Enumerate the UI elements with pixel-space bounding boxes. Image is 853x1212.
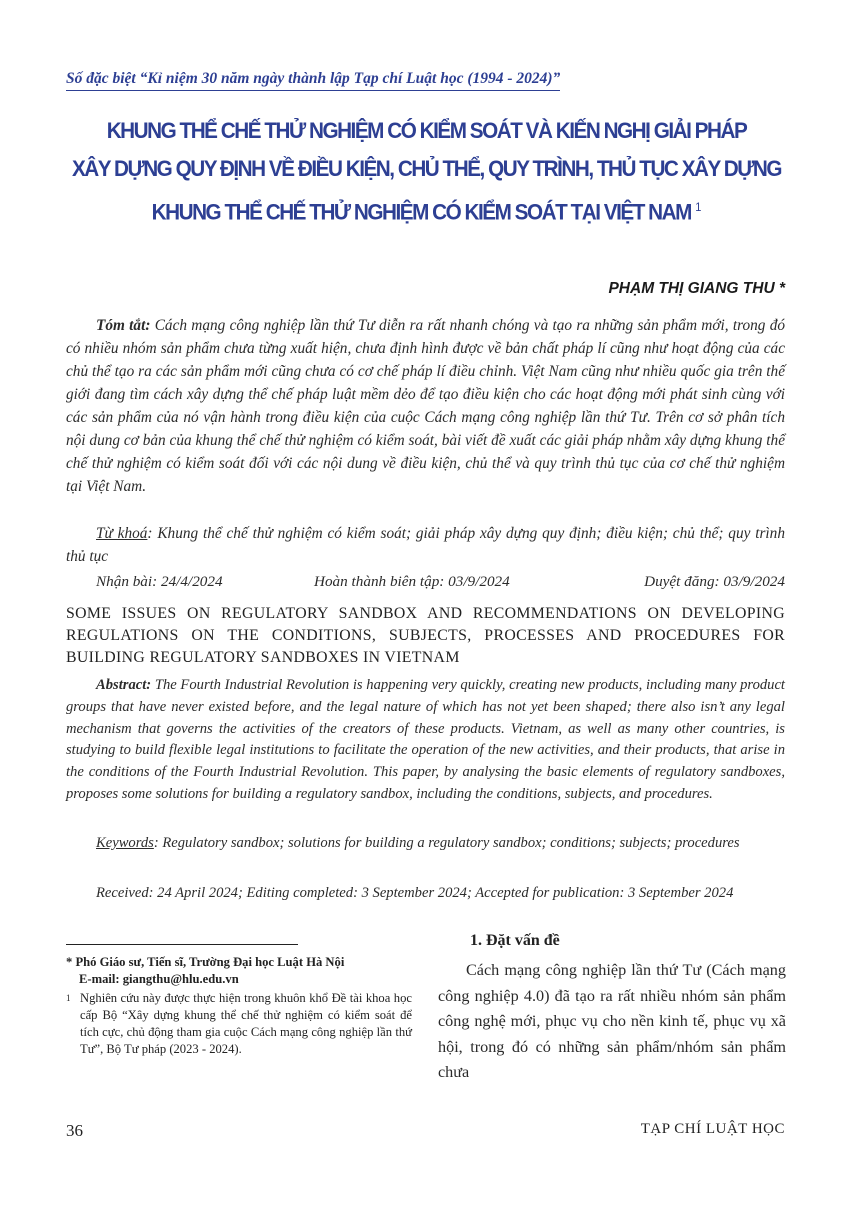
abstract-en-text: The Fourth Industrial Revolution is happening very quickly, creating new products, including many product groups that have never existed before, and the legal nature of which has not yet been shaped; there also isn’t any legal mechanism that governs the activities of the creators of these products. Vietnam, as well as many other countries, is studying to build flexible legal institutions to facilitate the operation of the new activities, and their products, that arise in the conditions of the Fourth Industrial Revolution. This paper, by analysing the basic elements of regulatory sandboxes, proposes some solutions for building a regulatory sandbox, including the conditions, subjects, and procedures. (66, 677, 785, 802)
article-title-line-3 (34, 189, 819, 231)
footnote-divider (66, 944, 298, 945)
footnote-1-text: Nghiên cứu này được thực hiện trong khuôn khổ Đề tài khoa học cấp Bộ “Xây dựng khung thể chế thử nghiệm có kiểm soát để tích cực, chủ động tham gia cuộc Cách mạng công nghiệp lần thứ Tư”, Bộ Tư pháp (2023 - 2024). (80, 991, 412, 1056)
article-title-line-3-text: KHUNG THỂ CHẾ THỬ NGHIỆM CÓ KIỂM SOÁT TẠI VIỆT NAM (151, 199, 691, 225)
english-title: SOME ISSUES ON REGULATORY SANDBOX AND RECOMMENDATIONS ON DEVELOPING REGULATIONS ON THE CONDITIONS, SUBJECTS, PROCESSES AND PROCEDURES FOR BUILDING REGULATORY SANDBOXES IN VIETNAM (66, 605, 785, 666)
title-footnote-mark: 1 (695, 200, 702, 214)
keywords-vi-label: Từ khoá (96, 525, 148, 542)
author-name: PHẠM THỊ GIANG THU * (608, 280, 785, 297)
author-affiliation: * Phó Giáo sư, Tiến sĩ, Trường Đại học Luật Hà Nội (66, 955, 345, 969)
keywords-en (66, 833, 785, 855)
accepted-date: Duyệt đăng: 03/9/2024 (644, 573, 785, 590)
article-title-line-2: XÂY DỰNG QUY ĐỊNH VỀ ĐIỀU KIỆN, CHỦ THỂ, QUY TRÌNH, THỦ TỤC XÂY DỰNG (71, 156, 782, 181)
abstract-vi-text: Cách mạng công nghiệp lần thứ Tư diễn ra rất nhanh chóng và tạo ra những sản phẩm mới, trong đó có nhiều nhóm sản phẩm chưa từng xuất hiện, chưa định hình được về bản chất pháp lí cũng như hoạt động của các chủ thể tạo ra các sản phẩm mới cũng chưa có cơ chế pháp lí điều chỉnh. Việt Nam cũng như nhiều quốc gia trên thế giới đang tìm cách xây dựng thể chế pháp luật mềm dẻo để tạo điều kiện cho các hoạt động mới phát sinh cùng với các sản phẩm của nó vận hành trong điều kiện của cuộc Cách mạng công nghiệp lần thứ Tư. Trên cơ sở phân tích nội dung cơ bản của khung thể chế thử nghiệm có kiểm soát, bài viết đề xuất các giải pháp nhằm xây dựng khung thể chế thử nghiệm có kiểm soát đối với các nội dung về điều kiện, chủ thể và quy trình thủ tục của cơ chế thử nghiệm tại Việt Nam. (66, 317, 785, 495)
footnote-1-mark: 1 (66, 993, 71, 1003)
abstract-vi-label: Tóm tắt: (96, 317, 151, 334)
keywords-vi-text: : Khung thể chế thử nghiệm có kiểm soát; giải pháp xây dựng quy định; điều kiện; chủ thể; quy trình thủ tục (66, 525, 785, 565)
abstract-en (66, 675, 785, 806)
footnote-1 (66, 990, 412, 1058)
dates-en (66, 883, 785, 905)
abstract-en-label: Abstract: (96, 677, 152, 693)
footnotes (66, 954, 412, 1058)
received-date: Nhận bài: 24/4/2024 (96, 573, 223, 590)
edited-date: Hoàn thành biên tập: 03/9/2024 (314, 573, 510, 590)
keywords-en-text: : Regulatory sandbox; solutions for building a regulatory sandbox; conditions; subjects; procedures (153, 835, 740, 851)
keywords-en-label: Keywords (96, 835, 154, 851)
dates-en-text: Received: 24 April 2024; Editing completed: 3 September 2024; Accepted for publication: 3 September 2024 (96, 885, 734, 901)
body-paragraph-text: Cách mạng công nghiệp lần thứ Tư (Cách mạng công nghiệp 4.0) đã tạo ra rất nhiều nhóm sản phẩm công nghệ mới, phục vụ cho nền kinh tế, phục vụ xã hội, trong đó có những sản phẩm/nhóm sản phẩm chưa (438, 961, 786, 1081)
body-paragraph (438, 958, 786, 1086)
dates-vi (66, 573, 785, 595)
section-title: 1. Đặt vấn đề (470, 932, 560, 949)
author-email: E-mail: giangthu@hlu.edu.vn (79, 972, 239, 986)
keywords-vi (66, 522, 785, 568)
article-title-line-1: KHUNG THỂ CHẾ THỬ NGHIỆM CÓ KIỂM SOÁT VÀ KIẾN NGHỊ GIẢI PHÁP (106, 118, 747, 143)
abstract-vi (66, 314, 785, 498)
journal-name: TẠP CHÍ LUẬT HỌC (640, 1121, 785, 1137)
special-issue-header: Số đặc biệt “Kỉ niệm 30 năm ngày thành lập Tạp chí Luật học (1994 - 2024)” (66, 70, 560, 91)
page-number: 36 (66, 1121, 83, 1140)
